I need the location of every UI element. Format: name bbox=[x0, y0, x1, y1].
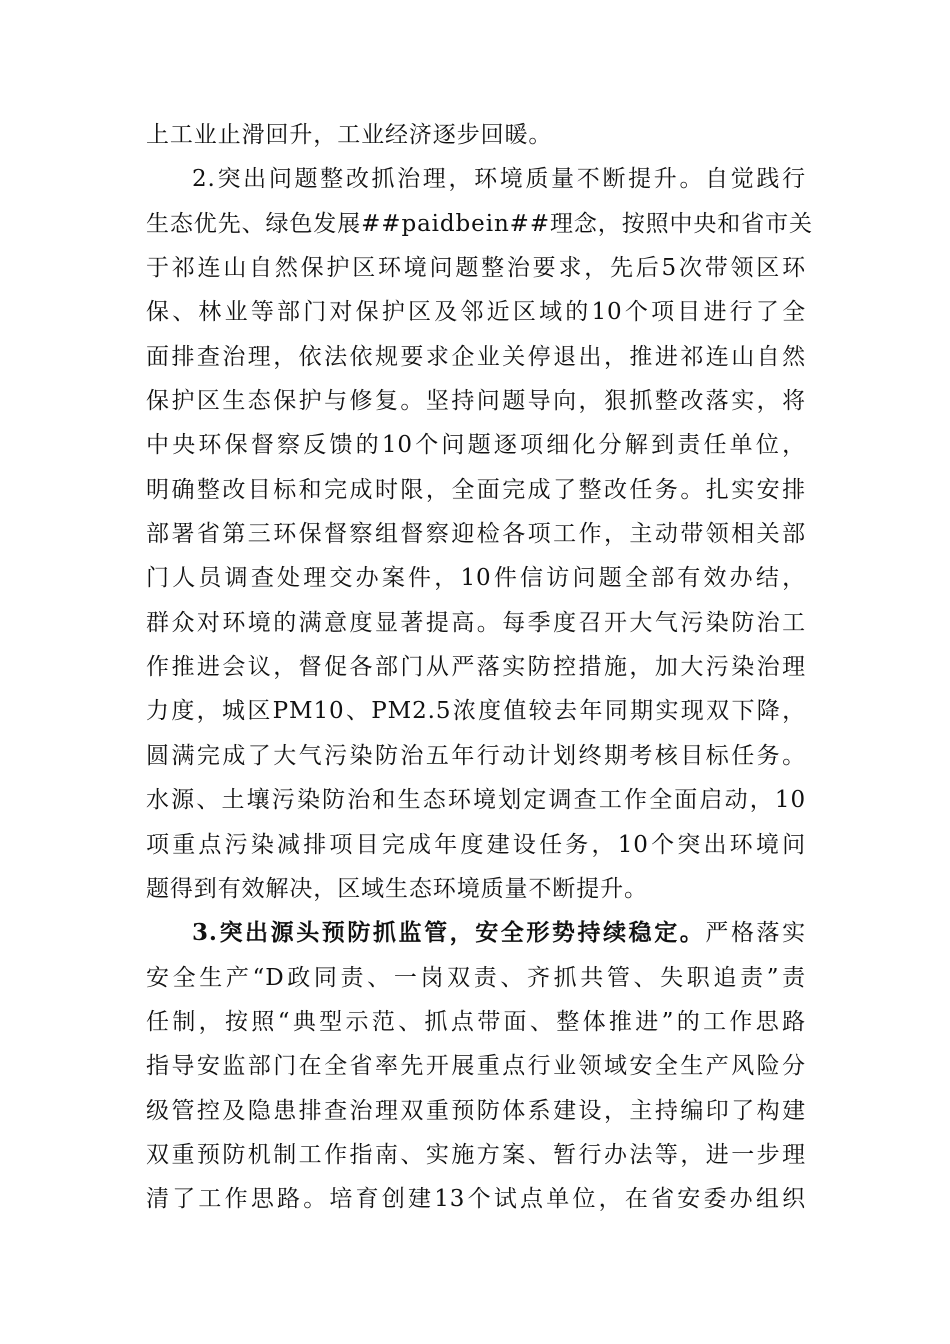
paragraph-heading: 3.突出源头预防抓监管，安全形势持续稳定。 bbox=[192, 919, 706, 947]
text-line: 水源、土壤污染防治和生态环境划定调查工作全面启动，10 bbox=[146, 787, 806, 814]
paragraph-3 bbox=[146, 911, 806, 1221]
text-line: 于祁连山自然保护区环境问题整治要求，先后5次带领区环 bbox=[146, 255, 806, 282]
text-line: 安全生产“D政同责、一岗双责、齐抓共管、失职追责”责 bbox=[146, 964, 806, 991]
text-line: 中央环保督察反馈的10个问题逐项细化分解到责任单位， bbox=[146, 432, 806, 459]
text-line: 双重预防机制工作指南、实施方案、暂行办法等，进一步理 bbox=[146, 1141, 806, 1168]
text-line: 任制，按照“典型示范、抓点带面、整体推进”的工作思路 bbox=[146, 1008, 806, 1035]
document-body bbox=[146, 113, 813, 1222]
text-line: 项重点污染减排项目完成年度建设任务，10个突出环境问 bbox=[146, 831, 806, 858]
text-line: 上工业止滑回升，工业经济逐步回暖。 bbox=[146, 122, 553, 148]
text-fragment: 严格落实 bbox=[705, 920, 806, 947]
text-line: 保护区生态保护与修复。坚持问题导向，狠抓整改落实，将 bbox=[146, 388, 806, 415]
text-line bbox=[146, 911, 806, 955]
text-line: 2.突出问题整改抓治理，环境质量不断提升。自觉践行 bbox=[192, 166, 806, 193]
text-line: 力度，城区PM10、PM2.5浓度值较去年同期实现双下降， bbox=[146, 698, 806, 725]
text-line: 题得到有效解决，区域生态环境质量不断提升。 bbox=[146, 875, 648, 902]
text-line: 指导安监部门在全省率先开展重点行业领域安全生产风险分 bbox=[146, 1053, 806, 1080]
text-line: 清了工作思路。培育创建13个试点单位，在省安委办组织 bbox=[146, 1186, 806, 1213]
text-line: 门人员调查处理交办案件，10件信访问题全部有效办结， bbox=[146, 565, 806, 592]
text-line: 面排查治理，依法依规要求企业关停退出，推进祁连山自然 bbox=[146, 343, 806, 370]
text-line: 明确整改目标和完成时限，全面完成了整改任务。扎实安排 bbox=[146, 476, 806, 503]
text-line: 生态优先、绿色发展##paidbein##理念，按照中央和省市关 bbox=[146, 210, 813, 237]
paragraph-2 bbox=[146, 157, 813, 911]
text-line: 级管控及隐患排查治理双重预防体系建设，主持编印了构建 bbox=[146, 1097, 806, 1124]
text-line: 圆满完成了大气污染防治五年行动计划终期考核目标任务。 bbox=[146, 742, 806, 769]
text-line: 部署省第三环保督察组督察迎检各项工作，主动带领相关部 bbox=[146, 521, 806, 548]
paragraph-1 bbox=[146, 113, 806, 157]
text-line: 作推进会议，督促各部门从严落实防控措施，加大污染治理 bbox=[146, 654, 806, 681]
text-line: 保、林业等部门对保护区及邻近区域的10个项目进行了全 bbox=[146, 299, 806, 326]
text-line: 群众对环境的满意度显著提高。每季度召开大气污染防治工 bbox=[146, 609, 806, 636]
